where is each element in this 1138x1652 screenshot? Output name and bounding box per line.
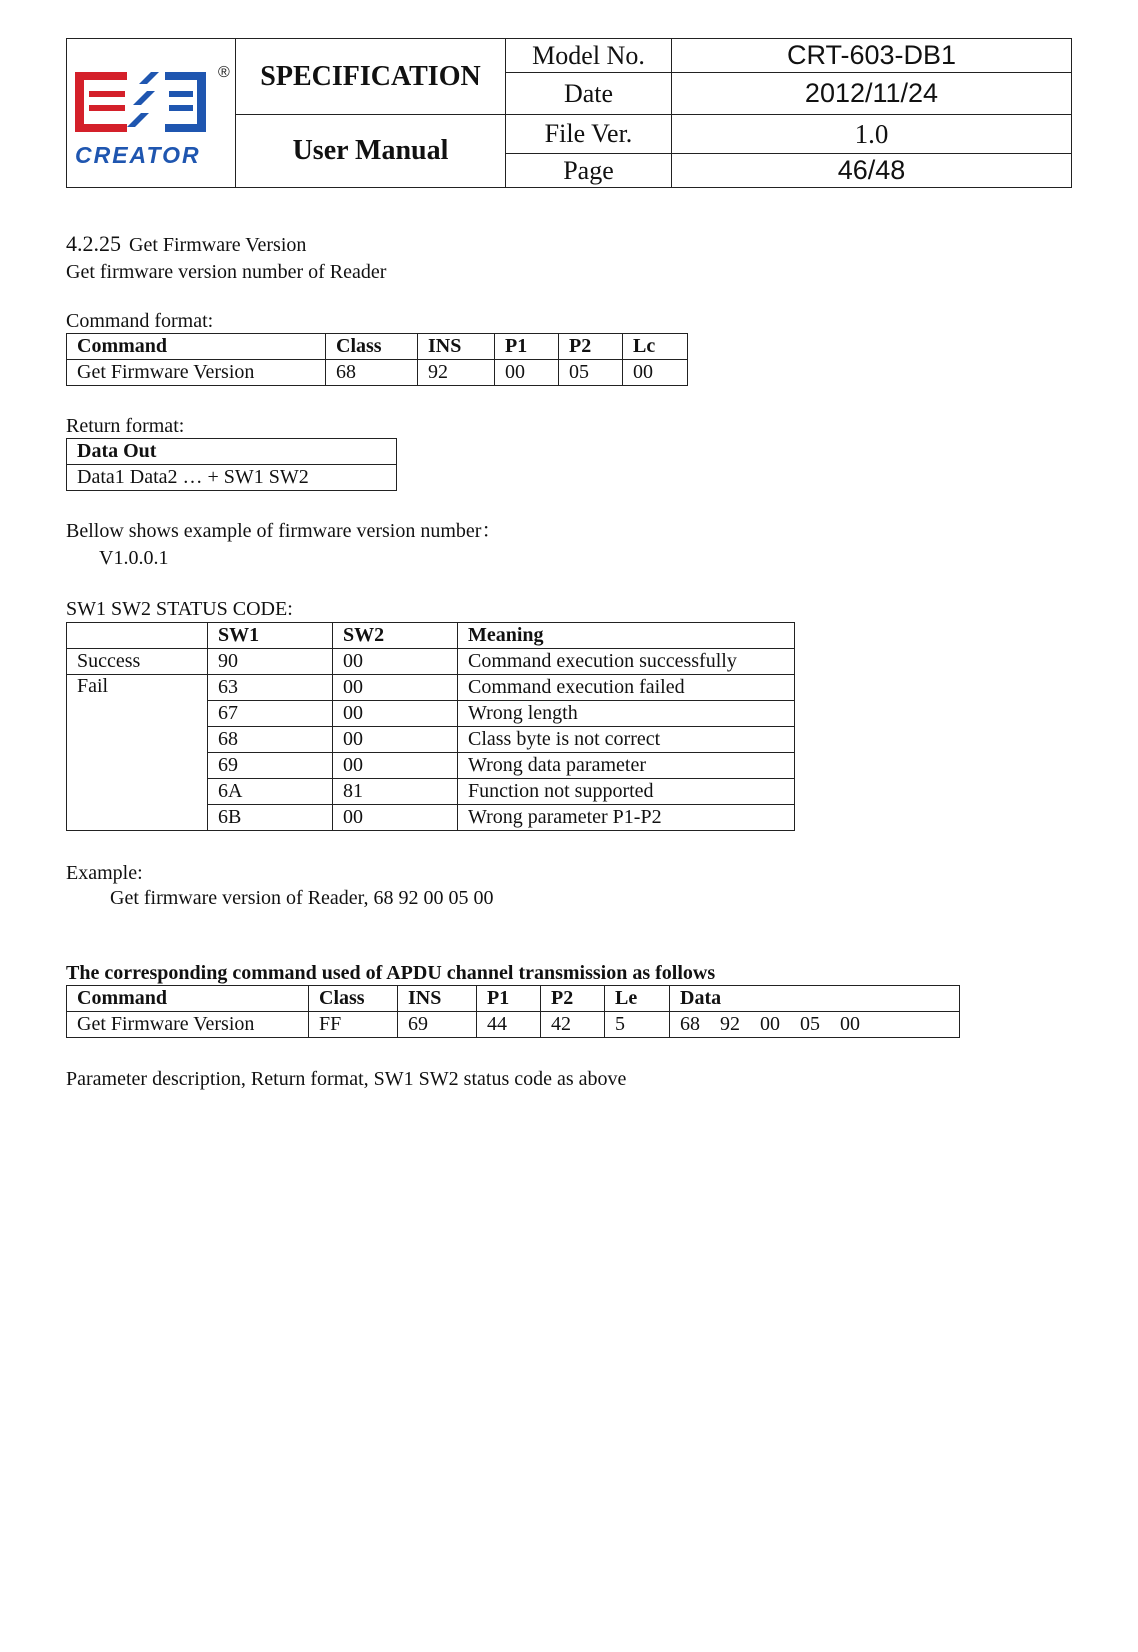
cell: 92: [418, 360, 495, 386]
cell: 69: [208, 753, 333, 779]
example-version-text: Bellow shows example of firmware version number：: [66, 520, 502, 542]
cell: 81: [333, 779, 458, 805]
file-ver-label: File Ver.: [506, 115, 672, 154]
cell: 00: [495, 360, 559, 386]
cell: Class byte is not correct: [458, 727, 795, 753]
col-p1: P1: [495, 334, 559, 360]
col-ins: INS: [398, 986, 477, 1012]
col-meaning: Meaning: [458, 623, 795, 649]
col-command: Command: [67, 334, 326, 360]
col-sw2: SW2: [333, 623, 458, 649]
table-row: [67, 1012, 960, 1038]
cell: 68: [208, 727, 333, 753]
spec-header-table: [66, 38, 1072, 188]
col-data-out: Data Out: [67, 439, 397, 465]
logo-slash-3: [127, 113, 149, 127]
example-version-value: V1.0.0.1: [99, 547, 169, 569]
cell: 00: [333, 675, 458, 701]
page-label: Page: [506, 154, 672, 188]
cell: Command execution failed: [458, 675, 795, 701]
table-row: [67, 675, 795, 701]
table-header-row: [67, 986, 960, 1012]
logo-blue-stripe-2: [169, 105, 193, 111]
date-label: Date: [506, 73, 672, 115]
creator-logo-icon: [67, 39, 235, 182]
example-label: Example:: [66, 862, 143, 884]
logo-slash-1: [139, 72, 159, 84]
col-sw1: SW1: [208, 623, 333, 649]
cell: 00: [333, 701, 458, 727]
cell: 68: [326, 360, 418, 386]
cell: Function not supported: [458, 779, 795, 805]
cell: Wrong length: [458, 701, 795, 727]
result-fail: Fail: [67, 675, 208, 831]
logo-slash-2: [133, 91, 155, 105]
col-class: Class: [309, 986, 398, 1012]
footer-note: Parameter description, Return format, SW1 SW2 status code as above: [66, 1068, 627, 1090]
col-lc: Lc: [623, 334, 688, 360]
cell: 00: [333, 727, 458, 753]
manual-title: User Manual: [236, 115, 506, 188]
status-code-table: [66, 622, 795, 831]
logo-blue-bar-right: [197, 72, 206, 132]
return-format-label: Return format:: [66, 415, 185, 437]
section-description: Get firmware version number of Reader: [66, 261, 387, 283]
status-code-label: SW1 SW2 STATUS CODE:: [66, 598, 293, 620]
table-header-row: [67, 623, 795, 649]
file-ver-value: 1.0: [672, 115, 1072, 154]
example-text: Get firmware version of Reader, 68 92 00 05 00: [110, 887, 494, 909]
cell: Wrong data parameter: [458, 753, 795, 779]
col-p1: P1: [477, 986, 541, 1012]
col-class: Class: [326, 334, 418, 360]
cell: 00: [333, 649, 458, 675]
cell: 68 92 00 05 00: [670, 1012, 960, 1038]
logo-red-bar-bottom: [75, 124, 127, 132]
return-format-table: [66, 438, 397, 491]
command-format-label: Command format:: [66, 310, 214, 332]
page-value: 46/48: [672, 154, 1072, 188]
col-p2: P2: [559, 334, 623, 360]
table-row: [67, 360, 688, 386]
col-data: Data: [670, 986, 960, 1012]
col-blank: [67, 623, 208, 649]
cell: FF: [309, 1012, 398, 1038]
cell: Wrong parameter P1-P2: [458, 805, 795, 831]
company-logo-cell: [67, 39, 236, 188]
logo-red-bar-left: [75, 72, 84, 132]
date-value: 2012/11/24: [672, 73, 1072, 115]
col-command: Command: [67, 986, 309, 1012]
cell: 67: [208, 701, 333, 727]
cell: 5: [605, 1012, 670, 1038]
spec-title: SPECIFICATION: [236, 39, 506, 115]
command-format-table: [66, 333, 688, 386]
cell: 00: [623, 360, 688, 386]
model-no-label: Model No.: [506, 39, 672, 73]
col-ins: INS: [418, 334, 495, 360]
cell: 90: [208, 649, 333, 675]
cell: Data1 Data2 … + SW1 SW2: [67, 465, 397, 491]
apdu-heading: The corresponding command used of APDU channel transmission as follows: [66, 962, 716, 984]
cell: 6A: [208, 779, 333, 805]
cell: Get Firmware Version: [67, 1012, 309, 1038]
cell: 63: [208, 675, 333, 701]
cell: 69: [398, 1012, 477, 1038]
logo-blue-bar-bottom: [165, 124, 205, 132]
logo-red-stripe-2: [89, 105, 125, 111]
section-number: 4.2.25: [66, 231, 121, 256]
cell: Get Firmware Version: [67, 360, 326, 386]
cell: 42: [541, 1012, 605, 1038]
logo-red-stripe-1: [89, 91, 125, 97]
apdu-command-table: [66, 985, 960, 1038]
col-le: Le: [605, 986, 670, 1012]
cell: 05: [559, 360, 623, 386]
section-title: Get Firmware Version: [129, 234, 307, 256]
logo-text: CREATOR: [75, 142, 201, 168]
model-no-value: CRT-603-DB1: [672, 39, 1072, 73]
col-p2: P2: [541, 986, 605, 1012]
section-heading: [66, 232, 306, 257]
result-success: Success: [67, 649, 208, 675]
cell: 00: [333, 805, 458, 831]
cell: 44: [477, 1012, 541, 1038]
table-header-row: [67, 334, 688, 360]
registered-mark: ®: [218, 64, 230, 81]
cell: 6B: [208, 805, 333, 831]
cell: 00: [333, 753, 458, 779]
cell: Command execution successfully: [458, 649, 795, 675]
table-row: [67, 649, 795, 675]
logo-blue-stripe-1: [169, 91, 193, 97]
